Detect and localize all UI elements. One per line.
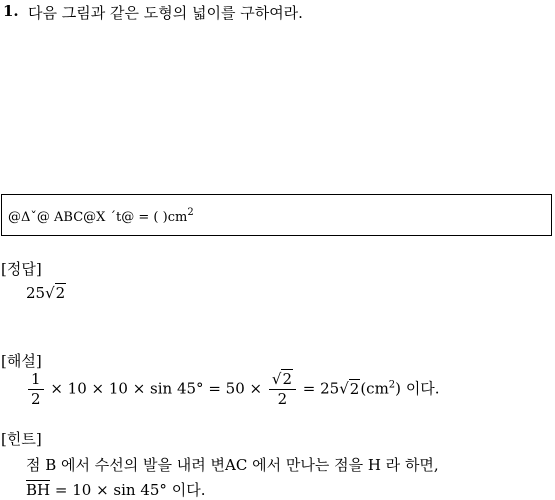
solution-equation [26, 370, 440, 409]
answer-coefficient: 25 [26, 284, 46, 302]
unit-close: ) [395, 379, 402, 398]
answer-radicand: 2 [55, 284, 66, 302]
solution-part2: = 25 [302, 379, 340, 398]
hint-equation: = 10 × sin 45° [54, 481, 167, 499]
unit-open: (cm [360, 379, 389, 398]
answer-value [26, 284, 66, 302]
radicand: 2 [282, 370, 292, 388]
solution-part1: × 10 × 10 × sin 45° = 50 × [50, 379, 263, 398]
answer-box-unit-exponent: 2 [187, 207, 194, 218]
radicand: 2 [349, 379, 360, 398]
solution-suffix: 이다. [405, 379, 440, 398]
answer-input-box[interactable] [1, 194, 552, 236]
question-text: 다음 그림과 같은 도형의 넓이를 구하여라. [28, 4, 303, 22]
hint-suffix: 이다. [171, 481, 206, 499]
sqrt-symbol: √ [271, 370, 282, 388]
solution-header: [해설] [1, 352, 42, 370]
fraction-numerator [269, 370, 296, 390]
answer-box-text [8, 207, 194, 225]
sqrt-symbol: √ [339, 379, 349, 398]
fraction-root2-over-2 [269, 370, 296, 409]
hint-line-1: 점 B 에서 수선의 발을 내려 변AC 에서 만나는 점을 H 라 하면, [26, 456, 439, 474]
hint-header: [힌트] [1, 430, 42, 448]
fraction-numerator: 1 [28, 370, 44, 390]
answer-header: [정답] [1, 260, 42, 278]
sqrt-symbol: √ [45, 284, 55, 302]
fraction-denominator: 2 [31, 390, 41, 408]
question-number: 1. [3, 2, 19, 20]
answer-box-label: @Δˇ@ ABC@X ´t@ = ( )cm [8, 210, 188, 225]
fraction-denominator: 2 [277, 390, 288, 408]
fraction-one-half [28, 370, 44, 409]
unit-exponent: 2 [388, 379, 396, 391]
segment-bh: BH [26, 481, 51, 499]
